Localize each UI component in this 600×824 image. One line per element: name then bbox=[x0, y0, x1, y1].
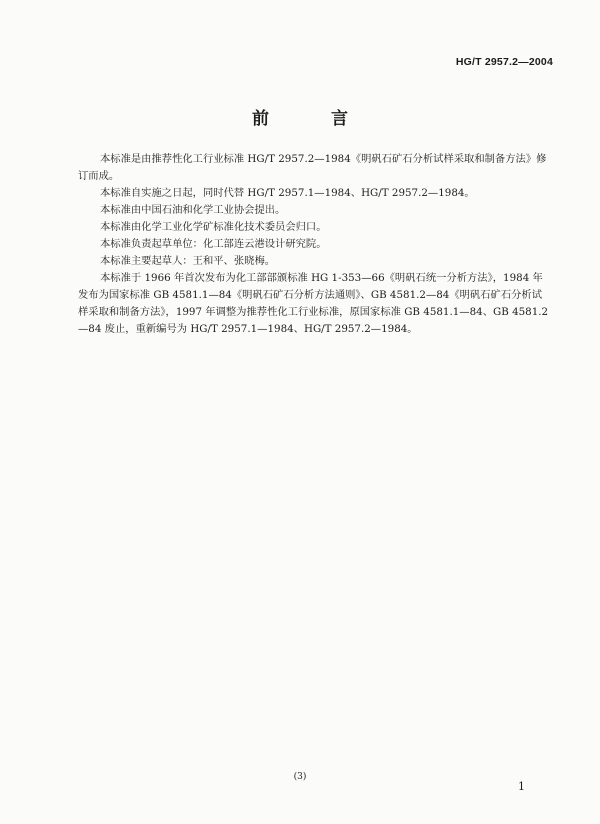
page-title: 前 言 bbox=[252, 109, 376, 129]
paragraph-history: 本标准于 1966 年首次发布为化工部部颁标准 HG 1-353—66《明矾石统一分析方法》，1984 年发布为国家标准 GB 4581.1—84《明矾石矿石分析方法通则》、GB 4581.2—84《明矾石矿石分析试样采取和制备方法》，1997 年调整为推荐性化工行业标准，原国家标准 GB 4581.1—84、GB 4581.2—84 废止，重新编号为 HG/T 2957.1—1984、HG/T 2957.2—1984。 bbox=[78, 272, 549, 335]
paragraph-drafting-unit: 本标准负责起草单位：化工部连云港设计研究院。 bbox=[100, 238, 327, 250]
page-number: (3) bbox=[293, 772, 307, 782]
paragraph-committee: 本标准由化学工业化学矿标准化技术委员会归口。 bbox=[100, 221, 327, 233]
foreword-body bbox=[78, 151, 550, 338]
document-id: HG/T 2957.2—2004 bbox=[455, 56, 553, 68]
corner-mark: 1 bbox=[518, 780, 525, 793]
paragraph-proposer: 本标准由中国石油和化学工业协会提出。 bbox=[100, 204, 286, 216]
paragraph-revision: 本标准是由推荐性化工行业标准 HG/T 2957.2—1984《明矾石矿石分析试样采取和制备方法》修订而成。 bbox=[78, 153, 547, 182]
paragraph-replacement: 本标准自实施之日起，同时代替 HG/T 2957.1—1984、HG/T 2957.2—1984。 bbox=[100, 187, 475, 199]
paragraph-drafters: 本标准主要起草人：王和平、张晓梅。 bbox=[100, 255, 276, 267]
